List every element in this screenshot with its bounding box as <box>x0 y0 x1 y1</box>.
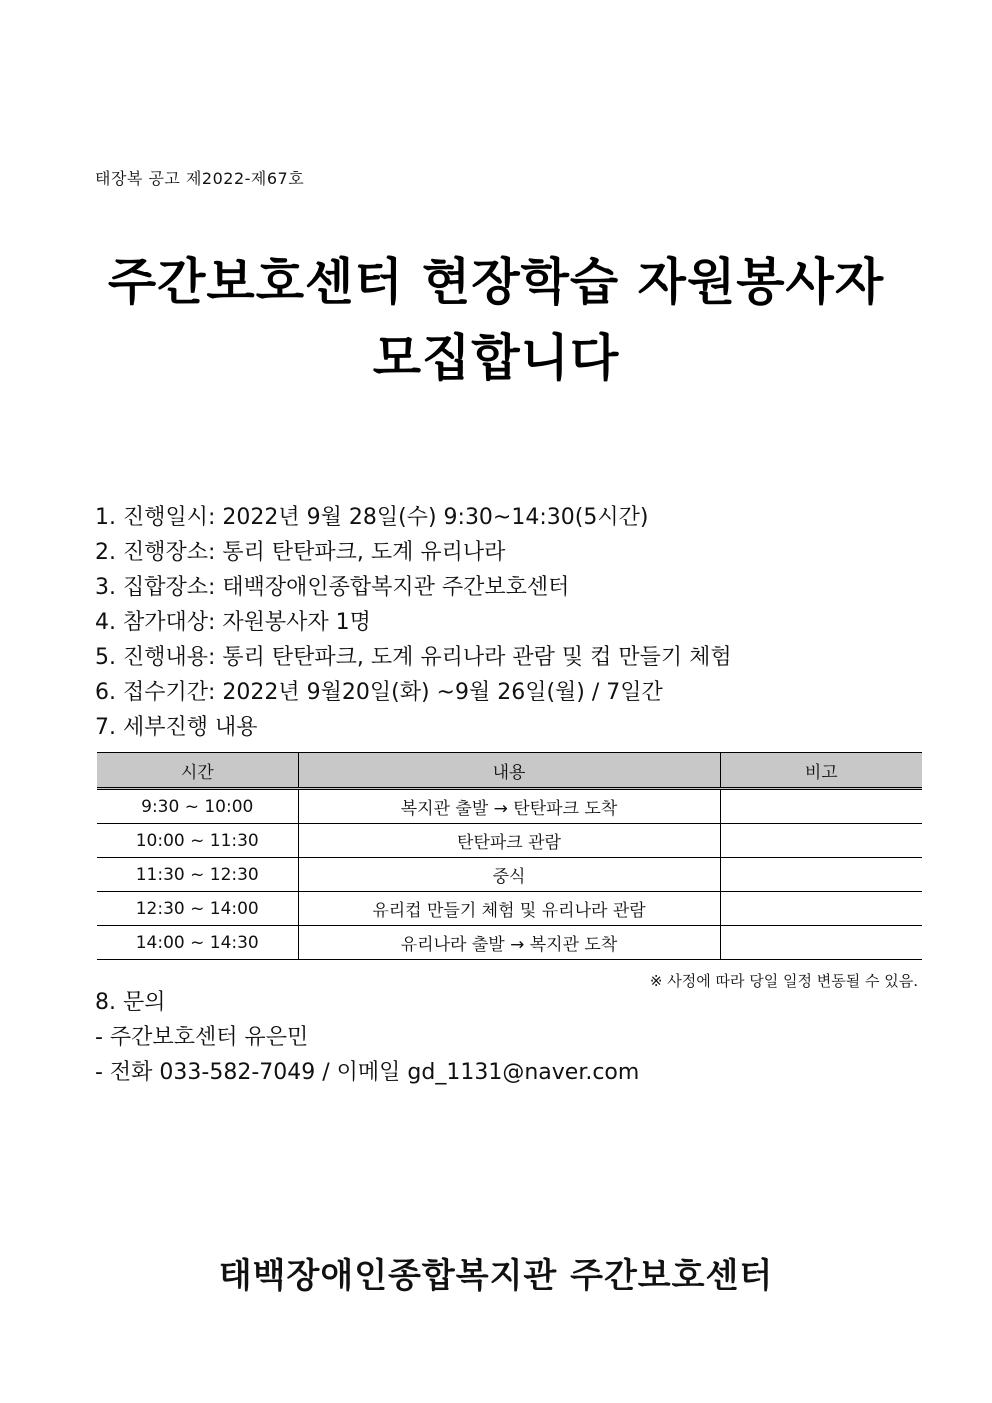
cell-content: 유리컵 만들기 체험 및 유리나라 관람 <box>298 892 720 926</box>
column-header-time: 시간 <box>97 753 298 789</box>
table-row <box>97 789 922 824</box>
cell-time: 12:30 ~ 14:00 <box>97 892 298 926</box>
column-header-content: 내용 <box>298 753 720 789</box>
cell-time: 10:00 ~ 11:30 <box>97 824 298 858</box>
cell-time: 14:00 ~ 14:30 <box>97 926 298 960</box>
list-item-place: 2. 진행장소: 통리 탄탄파크, 도계 유리나라 <box>95 540 506 565</box>
list-item-content: 5. 진행내용: 통리 탄탄파크, 도계 유리나라 관람 및 컵 만들기 체험 <box>95 645 732 670</box>
schedule-table <box>97 752 922 960</box>
notice-number: 태장복 공고 제2022-제67호 <box>95 169 305 188</box>
list-item-meeting-place: 3. 집합장소: 태백장애인종합복지관 주간보호센터 <box>95 575 570 600</box>
cell-note <box>720 892 922 926</box>
table-row <box>97 824 922 858</box>
contact-section <box>95 985 639 1090</box>
contact-person: - 주간보호센터 유은민 <box>95 1025 309 1050</box>
list-item-target: 4. 참가대상: 자원봉사자 1명 <box>95 610 371 635</box>
list-item-schedule-heading: 7. 세부진행 내용 <box>95 715 258 740</box>
cell-note <box>720 926 922 960</box>
table-row <box>97 926 922 960</box>
contact-heading: 8. 문의 <box>95 990 166 1015</box>
cell-content: 복지관 출발 → 탄탄파크 도착 <box>298 789 720 824</box>
cell-content: 탄탄파크 관람 <box>298 824 720 858</box>
detail-list <box>95 500 732 745</box>
column-header-note: 비고 <box>720 753 922 789</box>
table-header-row <box>97 753 922 789</box>
list-item-date: 1. 진행일시: 2022년 9월 28일(수) 9:30~14:30(5시간) <box>95 505 649 530</box>
list-item-period: 6. 접수기간: 2022년 9월20일(화) ~9월 26일(월) / 7일간 <box>95 680 663 705</box>
page-title-line-1: 주간보호센터 현장학습 자원봉사자 <box>107 253 885 311</box>
cell-content: 유리나라 출발 → 복지관 도착 <box>298 926 720 960</box>
table-row <box>97 892 922 926</box>
page-title-line-2: 모집합니다 <box>372 329 620 387</box>
schedule-footnote: ※ 사정에 따라 당일 일정 변동될 수 있음. <box>649 972 918 990</box>
cell-content: 중식 <box>298 858 720 892</box>
cell-note <box>720 824 922 858</box>
cell-time: 11:30 ~ 12:30 <box>97 858 298 892</box>
cell-note <box>720 789 922 824</box>
table-row <box>97 858 922 892</box>
organization-footer: 태백장애인종합복지관 주간보호센터 <box>218 1256 774 1296</box>
contact-phone-email: - 전화 033-582-7049 / 이메일 gd_1131@naver.com <box>95 1060 640 1085</box>
cell-note <box>720 858 922 892</box>
cell-time: 9:30 ~ 10:00 <box>97 789 298 824</box>
